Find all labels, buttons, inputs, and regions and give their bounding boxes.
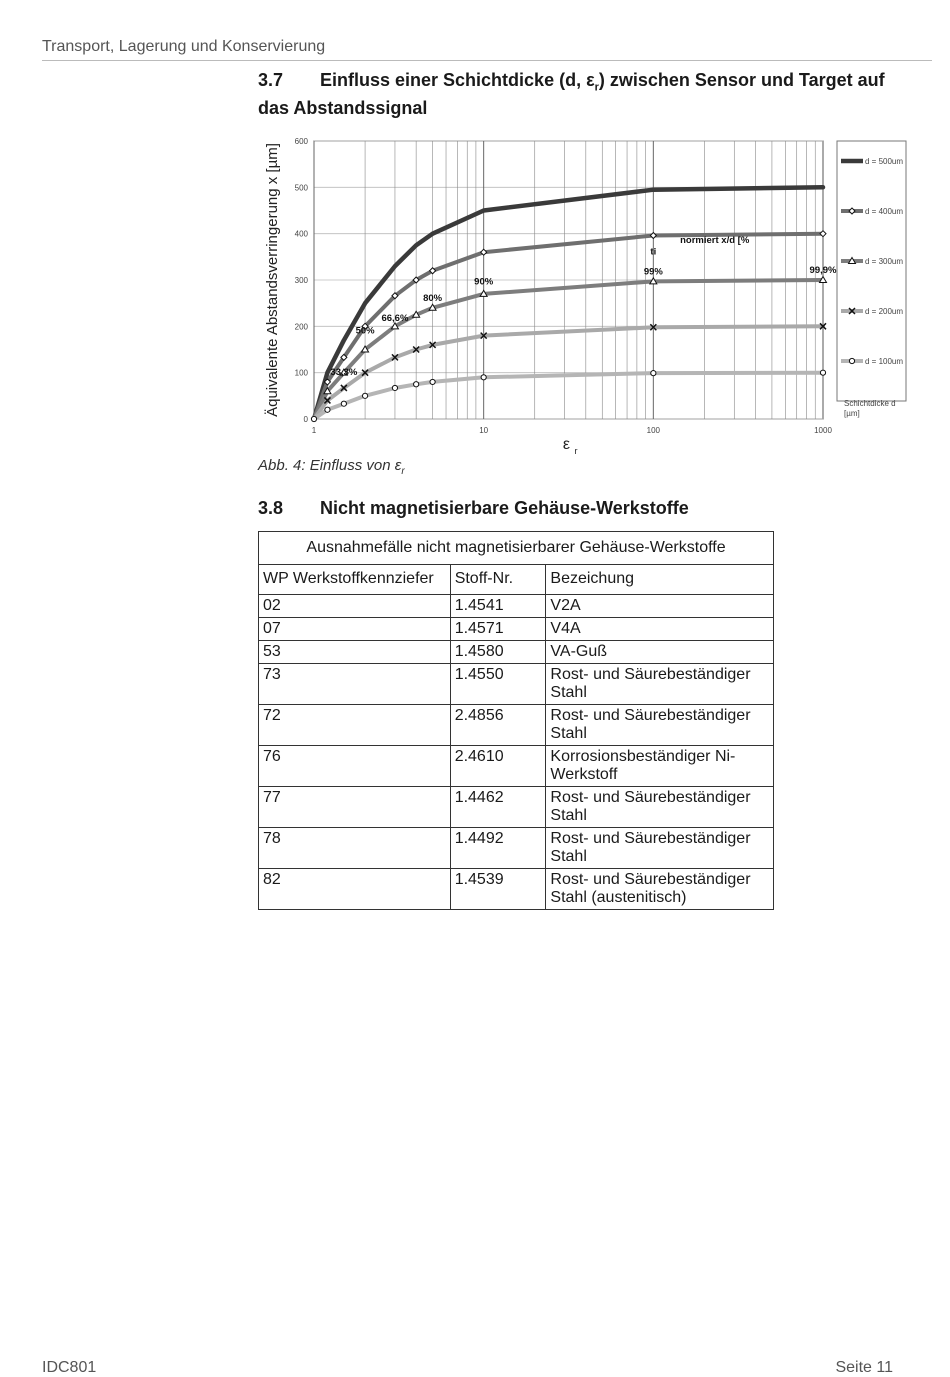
x-tick-label: 100: [646, 426, 661, 435]
data-point-circle: [325, 407, 330, 412]
table-cell: 1.4462: [450, 787, 546, 828]
data-point-circle: [820, 370, 825, 375]
table-cell: 1.4580: [450, 641, 546, 664]
section-title: Nicht magnetisierbare Gehäuse-Werkstoffe: [320, 498, 689, 518]
section-title-subscript: r: [594, 81, 599, 94]
legend-title-line: [µm]: [844, 409, 860, 418]
table-cell: Rost- und Säurebeständiger Stahl: [546, 664, 774, 705]
table-cell: 72: [259, 705, 451, 746]
table-cell: 78: [259, 828, 451, 869]
legend-label: d = 200um: [865, 307, 904, 316]
table-row: [259, 787, 774, 828]
table-row: [259, 869, 774, 910]
x-tick-label: 10: [479, 426, 489, 435]
data-point-circle: [430, 379, 435, 384]
table-cell: Rost- und Säurebeständiger Stahl: [546, 787, 774, 828]
chart-annotation: 66,6%: [381, 312, 409, 324]
y-tick-label: 200: [294, 322, 308, 332]
table-cell: Rost- und Säurebeständiger Stahl: [546, 705, 774, 746]
table-cell: VA-Guß: [546, 641, 774, 664]
table-row: [259, 705, 774, 746]
y-tick-label: 0: [303, 415, 308, 424]
data-point-circle: [414, 382, 419, 387]
x-tick-label: 1000: [814, 426, 832, 435]
chart-annotation: 80%: [423, 292, 443, 304]
table-row: [259, 828, 774, 869]
caption-text: Abb. 4: Einfluss von ε: [258, 457, 402, 474]
data-point-circle: [651, 371, 656, 376]
chart-annotation: 33,3%: [330, 366, 358, 378]
chart-annotation: 50%: [355, 325, 375, 337]
table-cell: Rost- und Säurebeständiger Stahl (austenitisch): [546, 869, 774, 910]
y-tick-label: 100: [294, 368, 308, 378]
table-cell: 76: [259, 746, 451, 787]
table-title: Ausnahmefälle nicht magnetisierbarer Gehäuse-Werkstoffe: [259, 532, 774, 565]
footer-page-number: Seite 11: [835, 1359, 893, 1376]
chart-annotation: 99%: [643, 266, 663, 278]
table-row: [259, 664, 774, 705]
y-tick-label: 300: [294, 276, 308, 285]
legend-label: d = 500um: [865, 157, 904, 166]
y-axis-label: Äquivalente Abstandsverringerung x [µm]: [264, 143, 281, 417]
column-header: Stoff-Nr.: [450, 565, 546, 595]
layer-thickness-chart: [258, 115, 918, 455]
table-row: [259, 595, 774, 618]
legend-label: d = 400um: [865, 207, 904, 216]
chart-annotation: ti: [650, 246, 657, 258]
legend-title: [844, 399, 896, 418]
table-cell: 1.4571: [450, 618, 546, 641]
data-point-circle: [849, 358, 854, 363]
caption-subscript: r: [401, 466, 405, 477]
section-heading-3-7: [258, 70, 918, 118]
legend-label: d = 100um: [865, 357, 904, 366]
footer-doc-id: IDC801: [42, 1359, 97, 1376]
data-point-circle: [311, 416, 316, 421]
figure-caption: [258, 457, 405, 477]
table-cell: Rost- und Säurebeständiger Stahl: [546, 828, 774, 869]
chart-annotation: normiert x/d [%: [680, 234, 750, 246]
data-point-circle: [341, 401, 346, 406]
x-axis-label-subscript: r: [574, 446, 578, 455]
x-axis-label: ε: [562, 436, 571, 453]
x-tick-label: 1: [311, 426, 317, 435]
header-divider: [42, 60, 932, 61]
section-number: 3.8: [258, 498, 284, 518]
chart-annotation: 90%: [474, 276, 494, 288]
table-cell: V2A: [546, 595, 774, 618]
table-row: [259, 746, 774, 787]
table-cell: 77: [259, 787, 451, 828]
table-row: [259, 641, 774, 664]
data-point-circle: [392, 385, 397, 390]
table-cell: 82: [259, 869, 451, 910]
table-cell: Korrosionsbeständiger Ni-Werkstoff: [546, 746, 774, 787]
table-cell: V4A: [546, 618, 774, 641]
section-number: 3.7: [258, 70, 284, 90]
column-header: Bezeichung: [546, 565, 774, 595]
table-cell: 07: [259, 618, 451, 641]
y-tick-label: 500: [294, 183, 308, 193]
table-row: [259, 618, 774, 641]
table-cell: 2.4610: [450, 746, 546, 787]
data-point-circle: [481, 375, 486, 380]
section-heading-3-8: [258, 498, 689, 518]
table-cell: 2.4856: [450, 705, 546, 746]
table-cell: 73: [259, 664, 451, 705]
section-title-part-a: Einfluss einer Schichtdicke (d, ε: [320, 70, 595, 90]
data-point-circle: [362, 393, 367, 398]
legend-label: d = 300um: [865, 257, 904, 266]
table-cell: 1.4539: [450, 869, 546, 910]
table-cell: 1.4541: [450, 595, 546, 618]
section-title-part-b: ) zwischen Sensor und Target auf das Abstandssignal: [258, 70, 885, 118]
housing-materials-table: [258, 531, 774, 910]
table-cell: 02: [259, 595, 451, 618]
table-cell: 1.4492: [450, 828, 546, 869]
column-header: WP Werkstoffkennziefer: [259, 565, 451, 595]
legend-title-line: Schichtdicke d: [844, 399, 896, 408]
table-cell: 1.4550: [450, 664, 546, 705]
chart-annotation: 99,9%: [809, 265, 837, 277]
table-cell: 53: [259, 641, 451, 664]
y-tick-label: 400: [294, 229, 308, 239]
page-header: Transport, Lagerung und Konservierung: [42, 38, 326, 55]
y-tick-label: 600: [294, 137, 308, 146]
